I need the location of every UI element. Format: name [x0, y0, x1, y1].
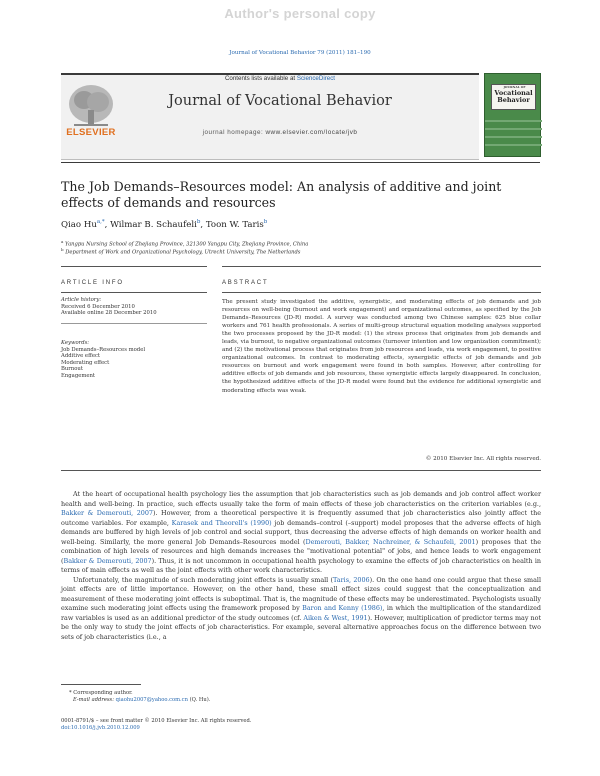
header-divider	[61, 162, 540, 163]
cover-small-text: JOURNAL OF	[503, 85, 526, 89]
affiliation-mark: b	[61, 247, 64, 252]
body-text	[61, 490, 541, 642]
article-history	[61, 297, 211, 317]
citation-link[interactable]: Taris, 2006	[333, 575, 370, 584]
author-name[interactable]: Qiao Hu	[61, 219, 97, 230]
available-date: Available online 28 December 2010	[61, 310, 157, 317]
email-note	[61, 697, 361, 704]
issn-line: 0001-8791/$ – see front matter © 2010 Elsevier Inc. All rights reserved.	[61, 718, 252, 724]
doi-link[interactable]: doi:10.1016/j.jvb.2010.12.009	[61, 725, 140, 732]
body-paragraph	[61, 576, 541, 643]
citation-link[interactable]: Demerouti, Bakker, Nachreiner, & Schaufeli, 2001	[305, 537, 476, 546]
author-name[interactable]: Toon W. Taris	[205, 219, 264, 230]
paragraph-text: At the heart of occupational health psychology lies the assumption that job characteristics such as job demands and job control affect worker health and well-being. In practice, such effects usually take the form of main effects of these job characteristics on the criterion variables (e.g.,	[61, 490, 541, 508]
sciencedirect-link[interactable]: ScienceDirect	[296, 75, 336, 82]
affiliation	[61, 247, 541, 256]
history-divider	[61, 323, 207, 324]
paragraph-text: ). Thus, it is not uncommon in occupational health psychology to examine the effects of job characteristics on health in terms of main effects as well as the joint effects with other work characteristics.	[61, 556, 542, 574]
homepage-link[interactable]: www.elsevier.com/locate/jvb	[265, 129, 358, 136]
contents-line	[120, 75, 440, 82]
keyword: Additive effect	[61, 353, 101, 360]
email-link[interactable]: qiaohu2007@yahoo.com.cn	[115, 697, 188, 704]
cover-stripe	[485, 128, 542, 130]
footnotes	[61, 690, 361, 704]
affiliation-text: Department of Work and Organizational Psychology, Utrecht University, The Netherlands	[65, 249, 301, 256]
keyword: Engagement	[61, 372, 96, 379]
journal-cover-thumbnail	[484, 73, 541, 157]
abstract-bottom-rule	[61, 470, 541, 471]
paragraph-text: job demands–control (–support) model proposes that the adverse effects of high demands are buffered by high levels of job control and social support, thus decreasing the adverse effects of high demands on worker health and well-being. Similarly, the more general Job Demands–Resources model (	[61, 518, 541, 546]
affiliation-mark: a	[61, 239, 64, 244]
email-label: E-mail address:	[73, 697, 114, 704]
email-suffix: (Q. Hu).	[189, 697, 211, 704]
keyword: Job Demands–Resources model	[61, 346, 146, 353]
keywords-label: Keywords:	[61, 340, 90, 346]
body-paragraph	[61, 490, 541, 576]
publisher-name: ELSEVIER	[66, 127, 116, 138]
article-info-top-rule	[61, 266, 207, 267]
citation-link[interactable]: Karasek and Theorell's (1990)	[171, 518, 272, 527]
author-separator: ,	[200, 219, 206, 230]
footnote-rule	[61, 684, 141, 685]
contents-prefix: Contents lists available at	[224, 75, 296, 82]
keyword: Moderating effect	[61, 359, 110, 366]
watermark-text: Author's personal copy	[224, 6, 376, 21]
paragraph-text: , in which the multiplication of the standardized raw variables is used as an additional predictor of the study outcomes (cf.	[61, 604, 541, 622]
article-info-heading: ARTICLE INFO	[61, 280, 124, 286]
citation-link[interactable]: Bakker & Demerouti, 2007	[61, 509, 153, 517]
citation-link[interactable]: Bakker & Demerouti, 2007	[63, 556, 152, 565]
journal-homepage	[120, 129, 440, 136]
journal-citation[interactable]: Journal of Vocational Behavior 79 (2011) 181–190	[229, 50, 371, 56]
cover-stripe	[485, 120, 542, 122]
abstract-text: The present study investigated the additive, synergistic, and moderating effects of job demands and job resources on well-being (burnout and work engagement) and organizational outcomes, as specified by the Job Demands–Resources (JD-R) model. A survey was conducted among two Chinese samples: 625 blue collar workers and 761 health professionals. A series of multi-group structural equation modeling analyses supported the two processes proposed by the JD-R model: (1) the stress process that originates from job demands and leads, via burnout, to negative organizational outcomes (turnover intention and low organization commitment); and (2) the motivational process that originates from job resources and leads, via work engagement, to positive organizational outcomes. In contrast to moderating effects, synergistic effects of job demands and job resources on burnout and work engagement were found in both samples. However, after controlling for additive effects of job demands and job resources, these synergistic effects largely disappeared. In conclusion, the hypothesized additive effects of the JD-R model were found but the evidence for additional synergistic and moderating effects was weak.	[222, 299, 541, 394]
keyword: Burnout	[61, 366, 83, 373]
cover-stripe	[485, 144, 542, 146]
paragraph-text: Unfortunately, the magnitude of such moderating joint effects is usually small (	[73, 575, 334, 584]
abstract-divider	[222, 292, 541, 293]
author-list	[61, 219, 541, 230]
cover-label	[491, 84, 536, 110]
abstract-heading: ABSTRACT	[222, 280, 269, 286]
journal-header-banner	[61, 73, 479, 160]
citation-link[interactable]: Baron and Kenny (1986)	[302, 604, 383, 612]
paragraph-text: ). However, multiplication of predictor terms may not be the only way to study the joint effects of job characteristics. For example, several alternative approaches focus on the difference between two sets of job characteristics (i.e., a	[61, 613, 542, 641]
cover-stripe	[485, 136, 542, 138]
author-separator: ,	[104, 219, 111, 230]
author-affiliation-mark[interactable]: a,*	[96, 219, 105, 225]
abstract-top-rule	[222, 266, 541, 267]
cover-title: Vocational Behavior	[494, 89, 533, 104]
article-title: The Job Demands–Resources model: An analysis of additive and joint effects of demands and resources	[61, 179, 502, 210]
received-date: Received 6 December 2010	[61, 303, 135, 310]
publication-info	[61, 718, 361, 732]
paragraph-text: ). On the one hand one could argue that these small joint effects are of little importance. However, on the other hand, these small effect sizes could suggest that the conceptualization and measurement of these moderating joint effects is suboptimal. That is, the magnitude of these effects may be underestimated. Psychologists usually examine such moderating joint effects using the framework proposed by	[61, 575, 542, 612]
article-info-divider	[61, 292, 207, 293]
abstract-copyright: © 2010 Elsevier Inc. All rights reserved.	[425, 456, 541, 462]
paragraph-text: ) proposes that the combination of high levels of resources and high demands increases the "motivational potential" of jobs, and hence leads to work engagement (	[61, 537, 542, 565]
author-affiliation-mark[interactable]: b	[263, 219, 268, 225]
homepage-label: journal homepage:	[202, 129, 264, 136]
paragraph-text: ). However, from a theoretical perspective it is frequently assumed that job characteristics also jointly affect the outcome variables. For example,	[61, 509, 542, 527]
author-affiliation-mark[interactable]: b	[196, 219, 201, 225]
corresponding-author-note: * Corresponding author.	[69, 690, 133, 696]
journal-title: Journal of Vocational Behavior	[168, 93, 392, 109]
affiliation-text: Yangpu Nursing School of Zhejiang Province, 321300 Yangpu City, Zhejiang Province, China	[65, 241, 309, 248]
citation-link[interactable]: Aiken & West, 1991	[303, 613, 368, 622]
history-label: Article history:	[61, 297, 102, 303]
keywords-block	[61, 340, 211, 380]
author-name[interactable]: Wilmar B. Schaufeli	[110, 219, 197, 230]
